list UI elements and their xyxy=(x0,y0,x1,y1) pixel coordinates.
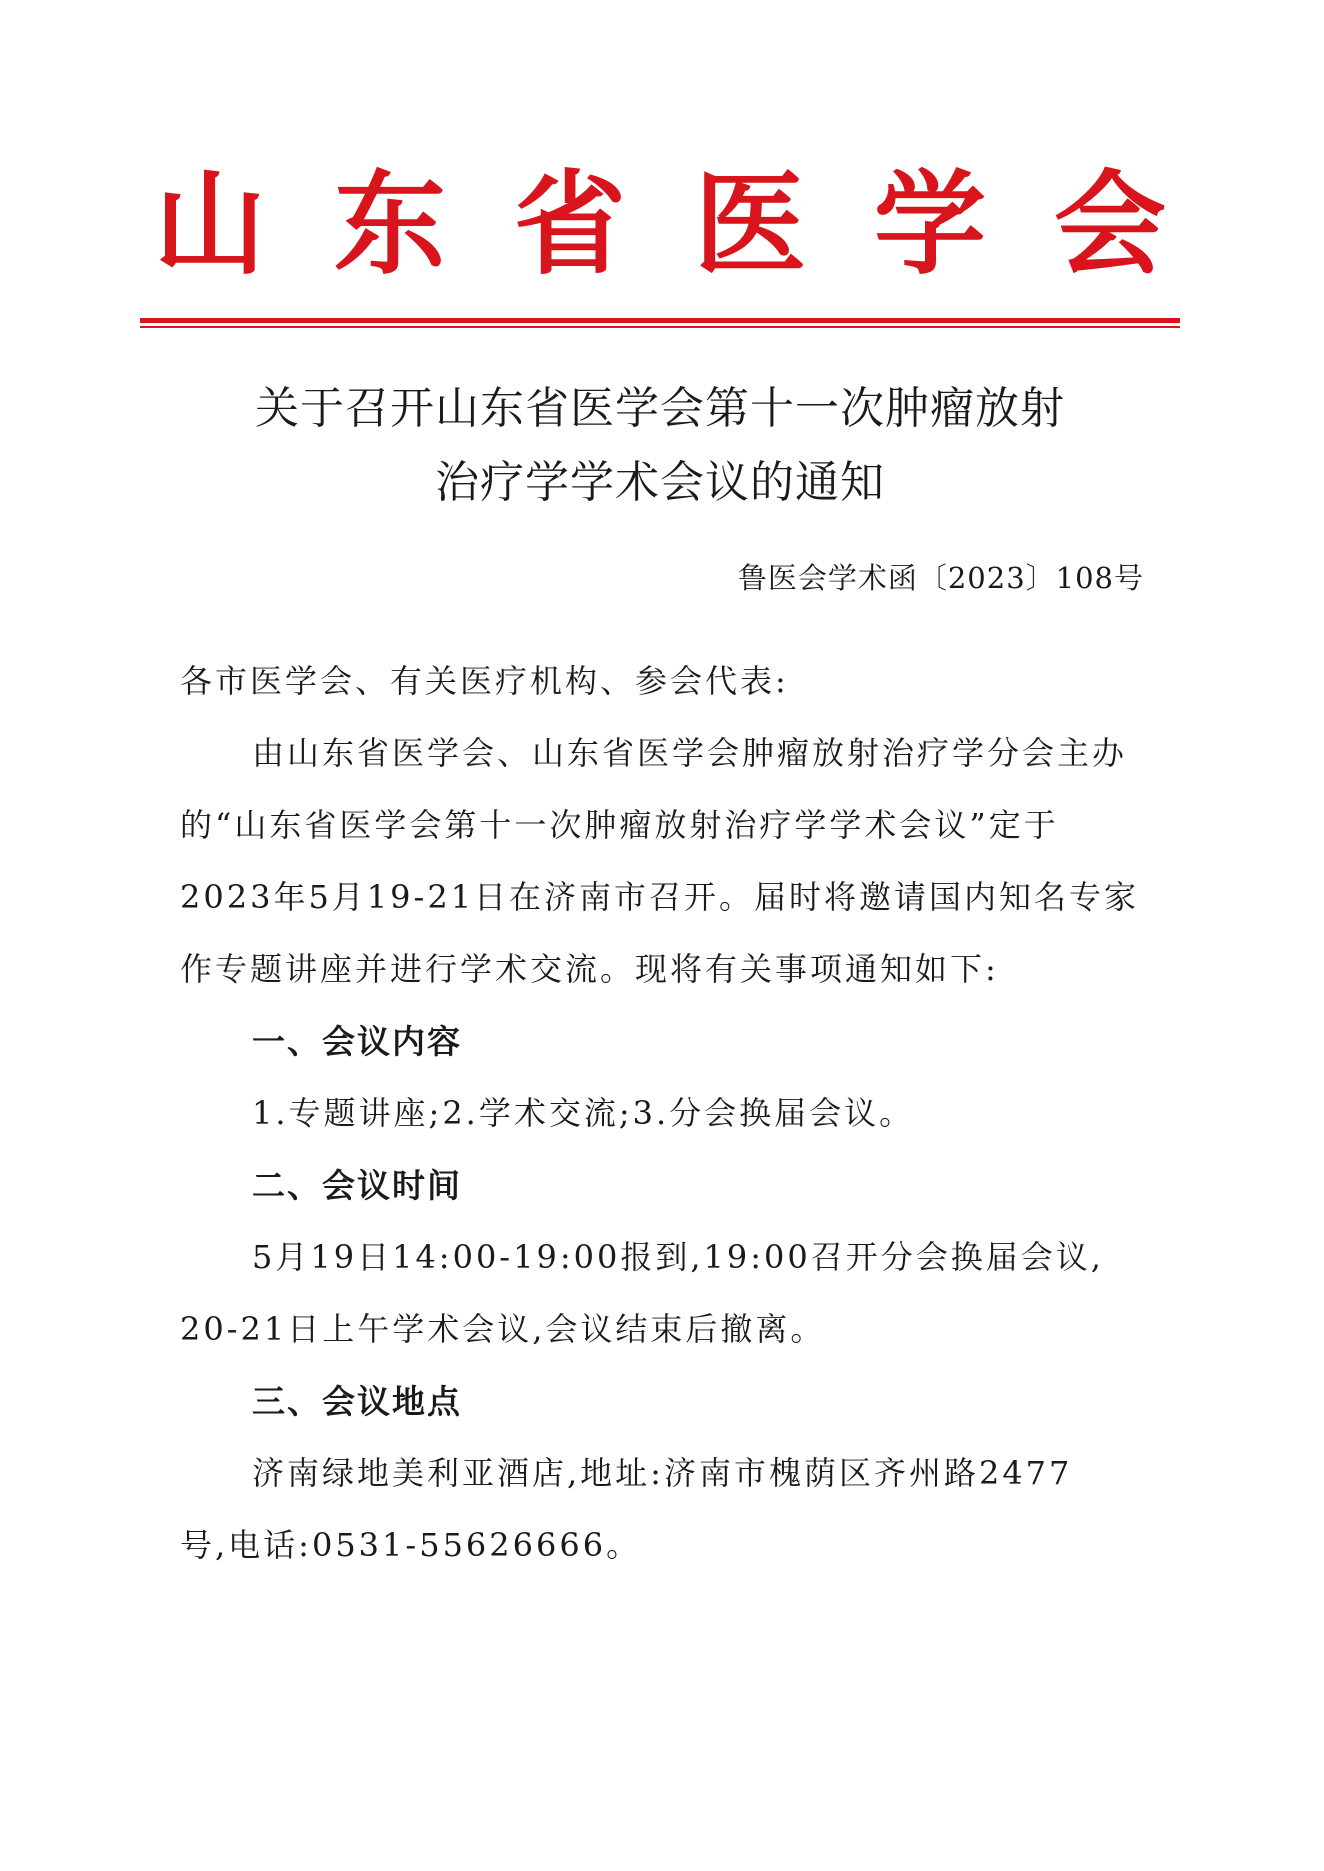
section-2-line-2: 20-21日上午学术会议,会议结束后撤离。 xyxy=(180,1310,826,1348)
salutation: 各市医学会、有关医疗机构、参会代表: xyxy=(180,662,789,700)
section-3-line-1: 济南绿地美利亚酒店,地址:济南市槐荫区齐州路2477 xyxy=(252,1454,1073,1492)
section-3-line-2: 号,电话:0531-55626666。 xyxy=(180,1526,642,1564)
intro-line-1: 由山东省医学会、山东省医学会肿瘤放射治疗学分会主办 xyxy=(252,734,1128,772)
letterhead-divider-thick xyxy=(140,318,1180,323)
letterhead-title xyxy=(140,150,1180,300)
letterhead-char: 山 xyxy=(154,159,266,290)
document-title-line-1: 关于召开山东省医学会第十一次肿瘤放射 xyxy=(255,383,1065,434)
letterhead-char: 省 xyxy=(514,159,626,290)
letterhead-divider-thin xyxy=(140,326,1180,328)
letterhead-char: 学 xyxy=(874,159,986,290)
letterhead-char: 会 xyxy=(1054,159,1166,290)
document-title-line-2: 治疗学学术会议的通知 xyxy=(435,457,885,508)
intro-line-3: 2023年5月19-21日在济南市召开。届时将邀请国内知名专家 xyxy=(180,878,1140,916)
letterhead-char: 医 xyxy=(694,159,806,290)
intro-line-4: 作专题讲座并进行学术交流。现将有关事项通知如下: xyxy=(180,950,999,988)
section-2-line-1: 5月19日14:00-19:00报到,19:00召开分会换届会议, xyxy=(252,1238,1104,1276)
intro-line-2: 的“山东省医学会第十一次肿瘤放射治疗学学术会议”定于 xyxy=(180,806,1059,844)
document-number: 鲁医会学术函〔2023〕108号 xyxy=(737,561,1144,595)
section-1-heading: 一、会议内容 xyxy=(252,1022,462,1061)
section-2-heading: 二、会议时间 xyxy=(252,1166,462,1205)
section-1-line-1: 1.专题讲座;2.学术交流;3.分会换届会议。 xyxy=(252,1094,915,1132)
letterhead-char: 东 xyxy=(334,159,446,290)
section-3-heading: 三、会议地点 xyxy=(252,1382,462,1421)
